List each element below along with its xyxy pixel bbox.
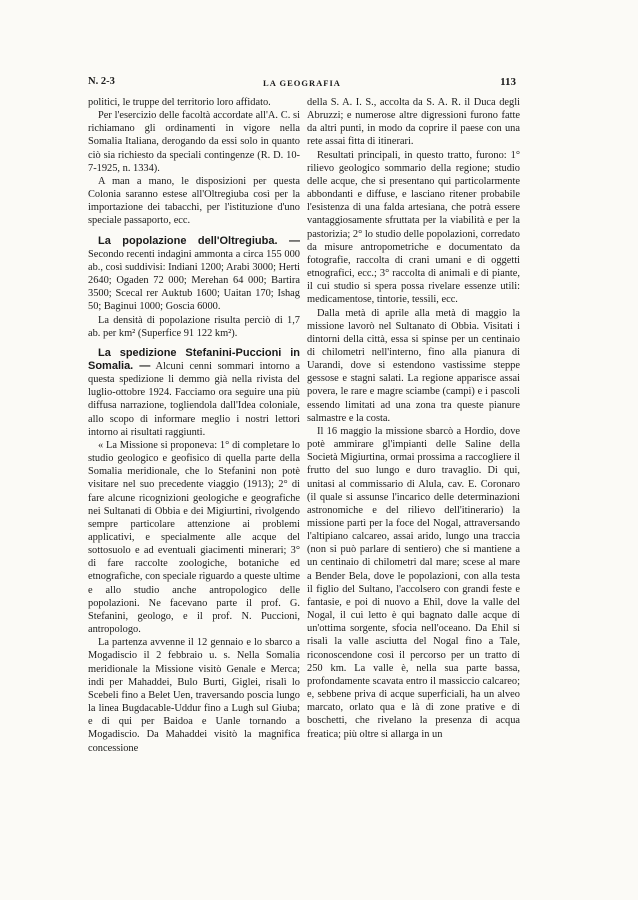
page-header (88, 76, 516, 92)
paragraph: La partenza avvenne il 12 gennaio e lo sbarco a Mogadiscio il 2 febbraio u. s. Nella Somalia meridionale la Missione visitò Genale e Merca; indi per Mahaddei, Bulo Burti, Giglei, risalì lo Scebeli fino a Belet Uen, traversando poscia lungo la linea Bugdacable-Uddur fino a Lugh sul Giuba; e di qui per Baidoa e Uanle tornando a Mogadiscio. Da Mahaddei visitò la magnifica concessione (88, 637, 300, 754)
section-text: Secondo recenti indagini ammonta a circa 155 000 ab., così suddivisi: Indiani 1200; Arabi 3000; Herti 2640; Ogaden 72 000; Merehan 64 000; Bartira 3500; Scecal rer Auktub 1600; Uaitan 170; Ishag 50; Baginui 1000; Goscia 6000. (88, 248, 300, 313)
paragraph: politici, le truppe del territorio loro affidato. (88, 97, 271, 108)
paragraph: Resultati principali, in questo tratto, furono: 1° rilievo geologico sommario della regione; studio delle acque, che si presentano qui particolarmente abbondanti e diffuse, e lasciano ritener probabile l'esistenza di una falda artesiana, che potrà essere vantaggiosamente sfruttata per la viabilità e per la pastorizia; 2° lo studio delle popolazioni, corredato da misure antropometriche e documentato da fotografie, raccolta di crani umani e di oggetti etnografici, ecc.; 3° raccolta di animali e di piante, il cui studio si spera possa rivelare essenze utili: medicamentose, tintorie, tessili, ecc. (307, 149, 520, 306)
paragraph: Il 16 maggio la missione sbarcò a Hordio, dove potè ammirare gl'impianti delle Saline della Società Migiurtina, ormai prossima a raccogliere il frutto del suo lungo e duro travaglio. Di qui, unitasi al commissario di Alula, cav. E. Coronaro (il quale si assunse l'incarico delle determinazioni astronomiche e del rilievo dell'itinerario) la missione partì per la foce del Nogal, attraversando l'altipiano calcareo, assai arido, lungo una traccia (non si può parlare di sentiero) che si mantiene a un centinaio di chilometri dal mare; scese al mare a Bender Bela, dove le popolazioni, con alla testa il figlio del Sultano, l'accolsero con grandi feste e fantasie, e poi di nuovo a Ehil, dove la valle del Nogal, il cui letto è qui bagnato dalle acque di un'ottima sorgente, sfocia nell'oceano. Da Ehil si risalì la valle asciutta del Nogal fino a Tale, riconoscendone così il percorso per un tratto di 250 km. La valle è, nella sua parte bassa, profondamente scavata entro il massiccio calcareo; e, sebbene priva di acque superficiali, ha un alveo marcato, orlato qua e là di zone prative e di boschetti, che rivelano la presenza di acqua freatica; più oltre si allarga in un (307, 425, 520, 740)
section-heading: La popolazione dell'Oltregiuba. — (98, 234, 300, 247)
paragraph: Per l'esercizio delle facoltà accordate all'A. C. si richiamano gli ordinamenti in vigore nella Somalia Italiana, derogando da essi solo in quanto ciò sia richiesto da speciali contingenze (R. D. 10-7-1925, n. 1334). (88, 110, 300, 174)
section-heading: La spedizione Stefanini-Puccioni in Somalia. — (88, 346, 300, 372)
journal-title: LA GEOGRAFIA (263, 78, 341, 88)
section-expedition (88, 347, 300, 439)
paragraph: La densità di popolazione risulta perciò di 1,7 ab. per km² (Superfice 91 122 km²). (88, 314, 300, 339)
paragraph: « La Missione si proponeva: 1° di completare lo studio geologico e geofisico di quella parte della Somalia meridionale, che lo Stefanini non potè visitare nel suo precedente viaggio (1913); 2° di fare alcune ricognizioni geologiche e geografiche nei Sultanati di Obbia e dei Migiurtini, rivolgendo sempre particolare attenzione ai problemi applicativi, e specialmente alle acque del sottosuolo e ad eventuali giacimenti minerari; 3° di fare raccolte zoologiche, botaniche ed etnografiche, con speciale riguardo a queste ultime e allo studio anche antropologico delle popolazioni. Ne facevano parte il prof. G. Stefanini, geologo, e il prof. N. Puccioni, antropologo. (88, 439, 300, 636)
section-text: Alcuni cenni sommari intorno a questa spedizione li demmo già nella rivista del luglio-ottobre 1924. Facciamo ora seguire una più diffusa narrazione, togliendola dall'Idea coloniale, allo scopo di informare meglio i nostri lettori intorno ai risultati raggiunti. (88, 360, 300, 438)
section-population (88, 235, 300, 314)
right-column (307, 96, 520, 741)
issue-number: N. 2-3 (88, 76, 115, 87)
paragraph: della S. A. I. S., accolta da S. A. R. il Duca degli Abruzzi; e numerose altre digressioni furono fatte da altri punti, in modo da coprire il paese con una rete assai fitta di itinerari. (307, 97, 520, 148)
left-column (88, 96, 300, 755)
paragraph: A man a mano, le disposizioni per questa Colonia saranno estese all'Oltregiuba così per la importazione dei tabacchi, per l'istituzione d'uno speciale passaporto, ecc. (88, 175, 300, 227)
paragraph: Dalla metà di aprile alla metà di maggio la missione lavorò nel Sultanato di Obbia. Visitati i dintorni della città, essa si spinse per un centinaio di chilometri nell'interno, fino alla pianura di Uarandi, dove si estendono vastissime steppe gessose e stagni salati. La regione apparisce assai povera, le rare e magre sciambe (campi) e i pascoli essendo limitati ad una zona tra queste pianure salmastre e la costa. (307, 307, 520, 424)
page-number: 113 (500, 76, 516, 88)
